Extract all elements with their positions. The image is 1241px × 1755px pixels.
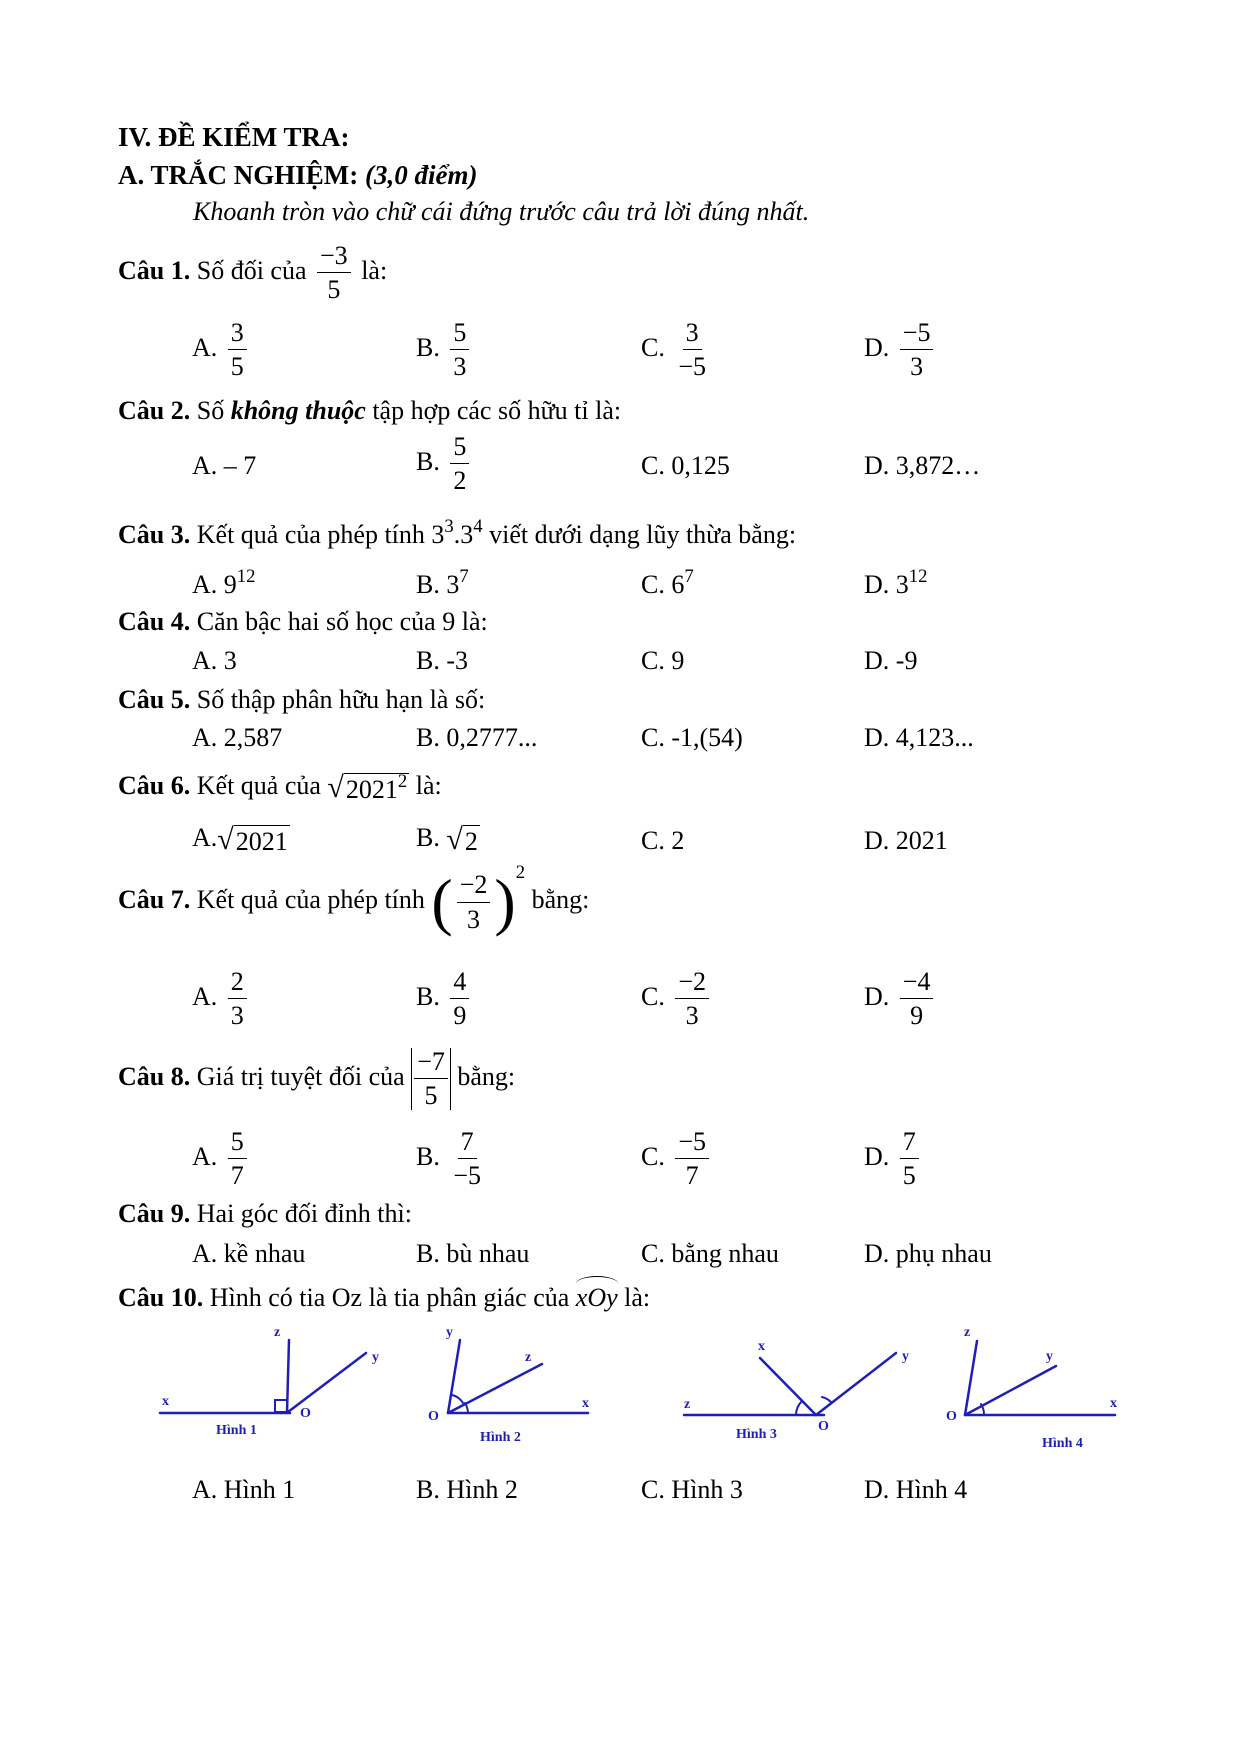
option-8c[interactable]: C. $\frac{-5}{7}$: [641, 1128, 713, 1190]
option-5b[interactable]: B. 0,2777...: [416, 723, 538, 752]
question-8: Câu 8. Giá trị tuyệt đối của $\frac{-7}{5}$ bằng:: [118, 1047, 516, 1111]
option-6d[interactable]: D. 2021: [864, 826, 948, 855]
option-3b[interactable]: B. $3^7$: [416, 565, 469, 599]
figure-2-label-z: z: [525, 1350, 532, 1365]
option-7b[interactable]: B. $\frac{4}{9}$: [416, 968, 473, 1030]
option-8d[interactable]: D. $\frac{7}{5}$: [864, 1128, 923, 1190]
option-8b[interactable]: B. $\frac{7}{-5}$: [416, 1127, 482, 1191]
section-a-heading: [118, 162, 478, 189]
figure-2: [448, 1340, 588, 1413]
option-5a[interactable]: A. 2,587: [192, 723, 283, 752]
angle-figures: [150, 1320, 1130, 1460]
question-1: [118, 242, 387, 304]
question-text: Số đối của: [196, 255, 307, 285]
page-heading: IV. ĐỀ KIỂM TRA:: [118, 122, 350, 152]
option-7c[interactable]: C. $\frac{-2}{3}$: [641, 968, 713, 1030]
option-5c[interactable]: C. -1,(54): [641, 723, 743, 752]
fraction: $\frac{-3}{5}$: [317, 242, 351, 304]
option-4d[interactable]: D. -9: [864, 646, 918, 675]
option-2d[interactable]: D. 3,872…: [864, 451, 981, 480]
option-2c[interactable]: C. 0,125: [641, 451, 730, 480]
figure-1-label-z: z: [274, 1325, 281, 1340]
figure-4-label-o: O: [946, 1409, 957, 1424]
option-6c[interactable]: C. 2: [641, 826, 685, 855]
figure-3-label-z: z: [684, 1397, 691, 1412]
figure-4: [965, 1341, 1115, 1415]
question-2: Câu 2. Số không thuộc tập hợp các số hữu tỉ là:: [118, 396, 622, 425]
figure-1-label-y: y: [372, 1350, 379, 1365]
question-9: Câu 9. Hai góc đối đỉnh thì:: [118, 1199, 412, 1228]
figure-1-caption: Hình 1: [216, 1423, 257, 1438]
question-6: Câu 6. Kết quả của √ 2021$^2$ là:: [118, 770, 442, 804]
option-9d[interactable]: D. phụ nhau: [864, 1239, 992, 1268]
option-1a[interactable]: A. $\frac{3}{5}$: [192, 319, 251, 381]
option-10d[interactable]: D. Hình 4: [864, 1475, 968, 1504]
absolute-value: $\frac{-7}{5}$: [411, 1048, 451, 1110]
question-tail: là:: [361, 255, 388, 285]
section-a-points: (3,0 điểm): [365, 160, 478, 190]
figure-4-label-z: z: [964, 1325, 971, 1340]
question-5: Câu 5. Số thập phân hữu hạn là số:: [118, 685, 486, 714]
section-a-label: A. TRẮC NGHIỆM:: [118, 160, 359, 190]
figure-2-label-o: O: [428, 1409, 439, 1424]
question-label: Câu 1.: [118, 255, 191, 285]
option-10a[interactable]: A. Hình 1: [192, 1475, 296, 1504]
figure-2-caption: Hình 2: [480, 1430, 521, 1445]
figure-2-label-x: x: [582, 1396, 589, 1411]
option-4c[interactable]: C. 9: [641, 646, 685, 675]
option-8a[interactable]: A. $\frac{5}{7}$: [192, 1128, 251, 1190]
figure-3-label-y: y: [902, 1349, 909, 1364]
option-5d[interactable]: D. 4,123...: [864, 723, 974, 752]
figure-3: [684, 1353, 896, 1415]
option-9c[interactable]: C. bằng nhau: [641, 1239, 779, 1268]
figure-4-label-y: y: [1046, 1349, 1053, 1364]
figure-3-caption: Hình 3: [736, 1427, 777, 1442]
question-7: Câu 7. Kết quả của phép tính ( $\frac{-2}{3}$ )$^2$ bằng:: [118, 862, 590, 937]
option-4b[interactable]: B. -3: [416, 646, 469, 675]
option-10c[interactable]: C. Hình 3: [641, 1475, 743, 1504]
option-3c[interactable]: C. $6^7$: [641, 565, 694, 599]
option-3d[interactable]: D. $3^{12}$: [864, 565, 928, 599]
option-6a[interactable]: A. √ 2021: [192, 823, 288, 856]
option-10b[interactable]: B. Hình 2: [416, 1475, 518, 1504]
question-4: Câu 4. Căn bậc hai số học của 9 là:: [118, 607, 488, 636]
emphasis: không thuộc: [230, 396, 366, 425]
figure-4-caption: Hình 4: [1042, 1436, 1083, 1451]
option-2a[interactable]: A. – 7: [192, 451, 257, 480]
sqrt-expression: √ 2021$^2$: [327, 770, 408, 804]
option-3a[interactable]: A. $9^{12}$: [192, 565, 256, 599]
figure-2-label-y: y: [446, 1325, 453, 1340]
figure-1-label-o: O: [300, 1406, 311, 1421]
option-6b[interactable]: B. √ 2: [416, 823, 478, 856]
option-9b[interactable]: B. bù nhau: [416, 1239, 530, 1268]
option-1c[interactable]: C. $\frac{3}{-5}$: [641, 318, 707, 382]
option-1b[interactable]: B. $\frac{5}{3}$: [416, 319, 473, 381]
option-2b[interactable]: B. $\frac{5}{2}$: [416, 433, 473, 495]
option-9a[interactable]: A. kề nhau: [192, 1239, 306, 1268]
figure-4-label-x: x: [1110, 1396, 1117, 1411]
option-1d[interactable]: D. $\frac{-5}{3}$: [864, 319, 937, 381]
option-7d[interactable]: D. $\frac{-4}{9}$: [864, 968, 937, 1030]
angle-xoy: xOy: [575, 1283, 618, 1312]
figure-3-label-x: x: [758, 1339, 765, 1354]
option-4a[interactable]: A. 3: [192, 646, 237, 675]
question-10: Câu 10. Hình có tia Oz là tia phân giác của xOy là:: [118, 1283, 651, 1312]
question-label: Câu 2.: [118, 396, 191, 425]
question-3: Câu 3. Kết quả của phép tính $3^3.3^4$ viết dưới dạng lũy thừa bằng:: [118, 515, 797, 549]
figure-1: [160, 1340, 366, 1413]
figure-1-label-x: x: [162, 1394, 169, 1409]
option-7a[interactable]: A. $\frac{2}{3}$: [192, 968, 251, 1030]
figure-3-label-o: O: [818, 1419, 829, 1434]
instruction-text: Khoanh tròn vào chữ cái đứng trước câu trả lời đúng nhất.: [193, 197, 810, 226]
